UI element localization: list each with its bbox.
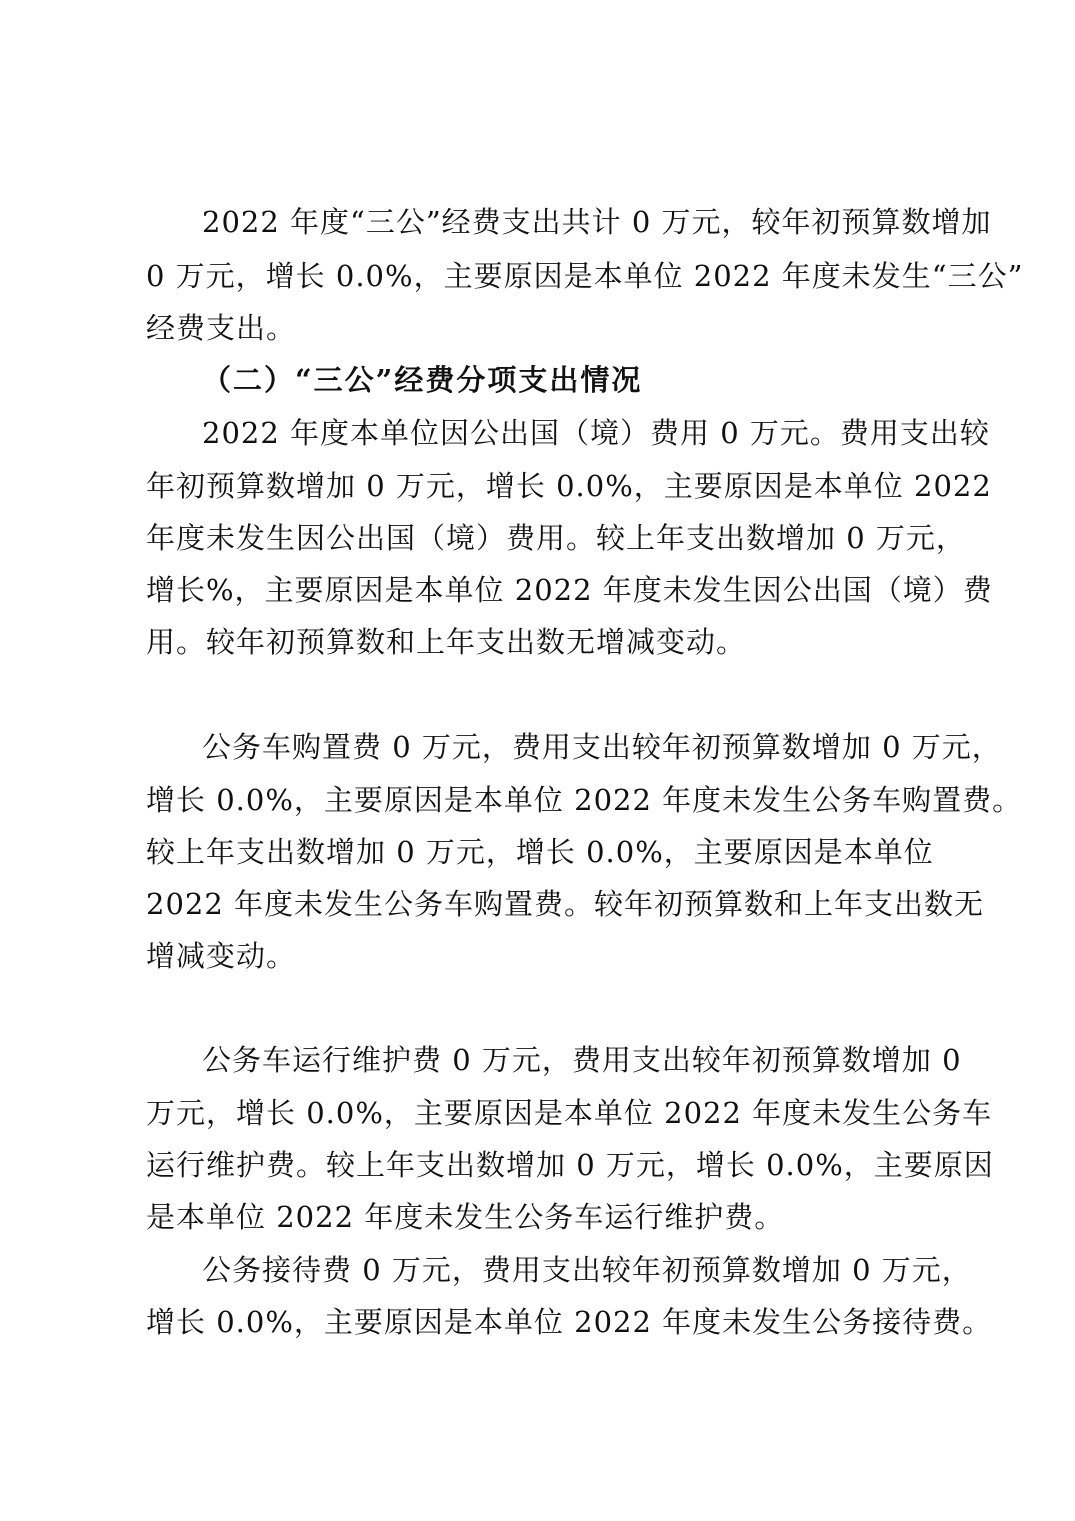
paragraph-travel-abroad-line-1: 2022 年度本单位因公出国（境）费用 0 万元。费用支出较 [202,416,990,450]
paragraph-vehicle-purchase-line-3: 较上年支出数增加 0 万元，增长 0.0%，主要原因是本单位 [146,835,934,869]
section-heading: （二）“三公”经费分项支出情况 [202,363,643,397]
paragraph-vehicle-purchase-line-4: 2022 年度未发生公务车购置费。较年初预算数和上年支出数无 [146,887,985,921]
paragraph-vehicle-purchase-line-1: 公务车购置费 0 万元，费用支出较年初预算数增加 0 万元， [202,730,1002,764]
paragraph-vehicle-maintenance-line-1: 公务车运行维护费 0 万元，费用支出较年初预算数增加 0 [202,1043,962,1077]
paragraph-total-line-3: 经费支出。 [146,311,297,345]
paragraph-reception-line-2: 增长 0.0%，主要原因是本单位 2022 年度未发生公务接待费。 [146,1305,993,1339]
paragraph-travel-abroad-line-5: 用。较年初预算数和上年支出数无增减变动。 [146,625,747,659]
paragraph-vehicle-maintenance-line-3: 运行维护费。较上年支出数增加 0 万元，增长 0.0%，主要原因 [146,1148,994,1182]
paragraph-vehicle-maintenance-line-2: 万元，增长 0.0%，主要原因是本单位 2022 年度未发生公务车 [146,1096,993,1130]
paragraph-travel-abroad-line-4: 增长%，主要原因是本单位 2022 年度未发生因公出国（境）费 [146,573,993,607]
paragraph-vehicle-purchase-line-5: 增减变动。 [146,939,297,973]
paragraph-vehicle-maintenance-line-4: 是本单位 2022 年度未发生公务车运行维护费。 [146,1200,785,1234]
paragraph-total-line-1: 2022 年度“三公”经费支出共计 0 万元，较年初预算数增加 [202,205,992,239]
paragraph-reception-line-1: 公务接待费 0 万元，费用支出较年初预算数增加 0 万元， [202,1253,972,1287]
paragraph-travel-abroad-line-2: 年初预算数增加 0 万元，增长 0.0%，主要原因是本单位 2022 [146,469,992,503]
paragraph-total-line-2: 0 万元，增长 0.0%，主要原因是本单位 2022 年度未发生“三公” [146,259,1024,293]
paragraph-vehicle-purchase-line-2: 增长 0.0%，主要原因是本单位 2022 年度未发生公务车购置费。 [146,783,1023,817]
paragraph-travel-abroad-line-3: 年度未发生因公出国（境）费用。较上年支出数增加 0 万元， [146,521,966,555]
